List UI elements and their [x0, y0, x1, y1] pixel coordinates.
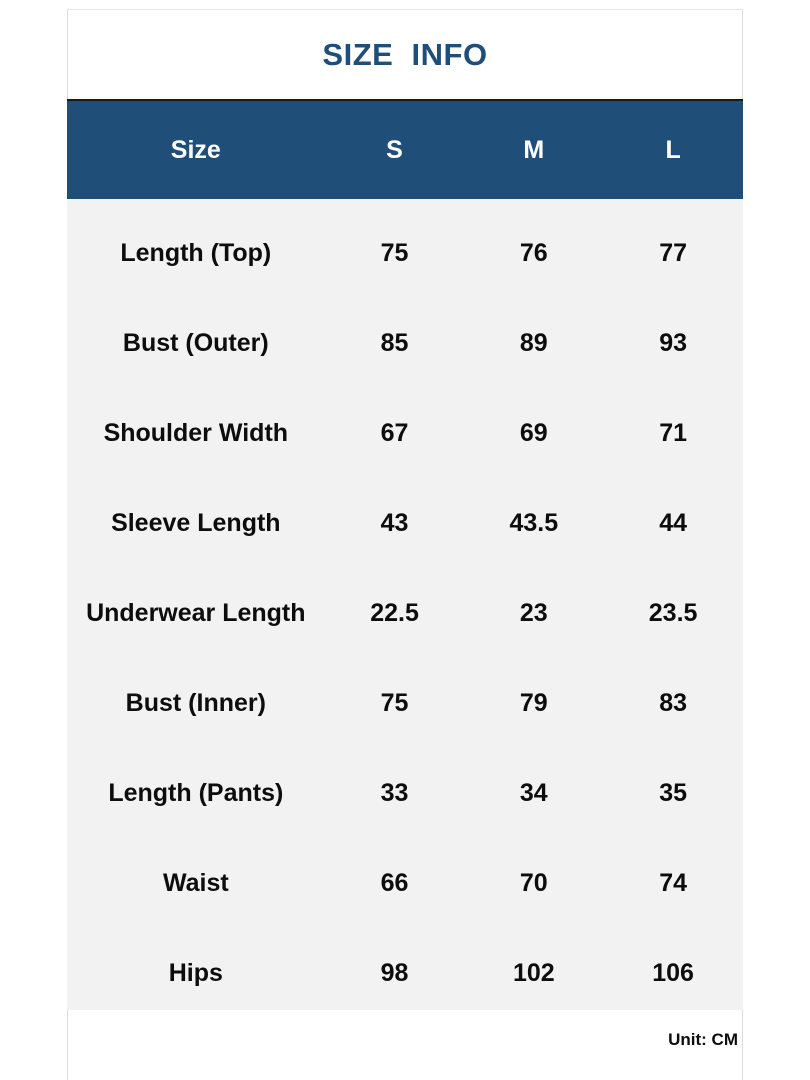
- row-label: Waist: [162, 868, 229, 897]
- header-cell-l: L: [665, 135, 681, 164]
- header-cell-m: M: [523, 135, 545, 164]
- value-s: 67: [380, 418, 409, 447]
- row-label: Length (Pants): [108, 778, 284, 807]
- value-m: 34: [519, 778, 548, 807]
- row-label: Bust (Inner): [125, 688, 266, 717]
- table-row: [67, 388, 743, 478]
- row-label: Underwear Length: [86, 598, 306, 627]
- table-row: [67, 208, 743, 298]
- value-s: 66: [380, 868, 409, 897]
- table-row: [67, 928, 743, 1018]
- table-row: [67, 568, 743, 658]
- value-s: 33: [380, 778, 409, 807]
- table-row: [67, 298, 743, 388]
- table-row: [67, 478, 743, 568]
- value-s: 85: [380, 328, 409, 357]
- unit-note: Unit: CM: [668, 1030, 738, 1049]
- value-l: 74: [659, 868, 688, 897]
- value-m: 43.5: [509, 508, 559, 537]
- title-area: [68, 10, 742, 99]
- table-row: [67, 658, 743, 748]
- row-label: Length (Top): [120, 238, 272, 267]
- value-l: 93: [659, 328, 688, 357]
- value-m: 89: [519, 328, 548, 357]
- value-l: 71: [659, 418, 688, 447]
- value-m: 76: [519, 238, 548, 267]
- value-s: 43: [380, 508, 409, 537]
- value-m: 69: [519, 418, 548, 447]
- size-chart-card: [67, 9, 743, 1080]
- value-m: 79: [519, 688, 548, 717]
- row-label: Sleeve Length: [111, 508, 281, 537]
- value-m: 23: [519, 598, 548, 627]
- row-label: Bust (Outer): [122, 328, 269, 357]
- table-header-row: [67, 101, 743, 199]
- value-m: 102: [512, 958, 555, 987]
- table-row: [67, 838, 743, 928]
- value-l: 83: [659, 688, 688, 717]
- row-label: Shoulder Width: [103, 418, 289, 447]
- row-label: Hips: [168, 958, 223, 987]
- value-s: 98: [380, 958, 409, 987]
- value-l: 44: [659, 508, 688, 537]
- value-l: 23.5: [648, 598, 698, 627]
- value-s: 75: [380, 238, 409, 267]
- value-m: 70: [519, 868, 548, 897]
- table-row: [67, 748, 743, 838]
- value-l: 35: [659, 778, 688, 807]
- value-s: 22.5: [370, 598, 419, 627]
- value-s: 75: [380, 688, 409, 717]
- header-cell-size: Size: [170, 135, 221, 164]
- header-cell-s: S: [386, 135, 403, 164]
- value-l: 106: [652, 958, 694, 987]
- page-title: SIZE INFO: [322, 36, 488, 72]
- table-body: [67, 199, 743, 1010]
- value-l: 77: [659, 238, 688, 267]
